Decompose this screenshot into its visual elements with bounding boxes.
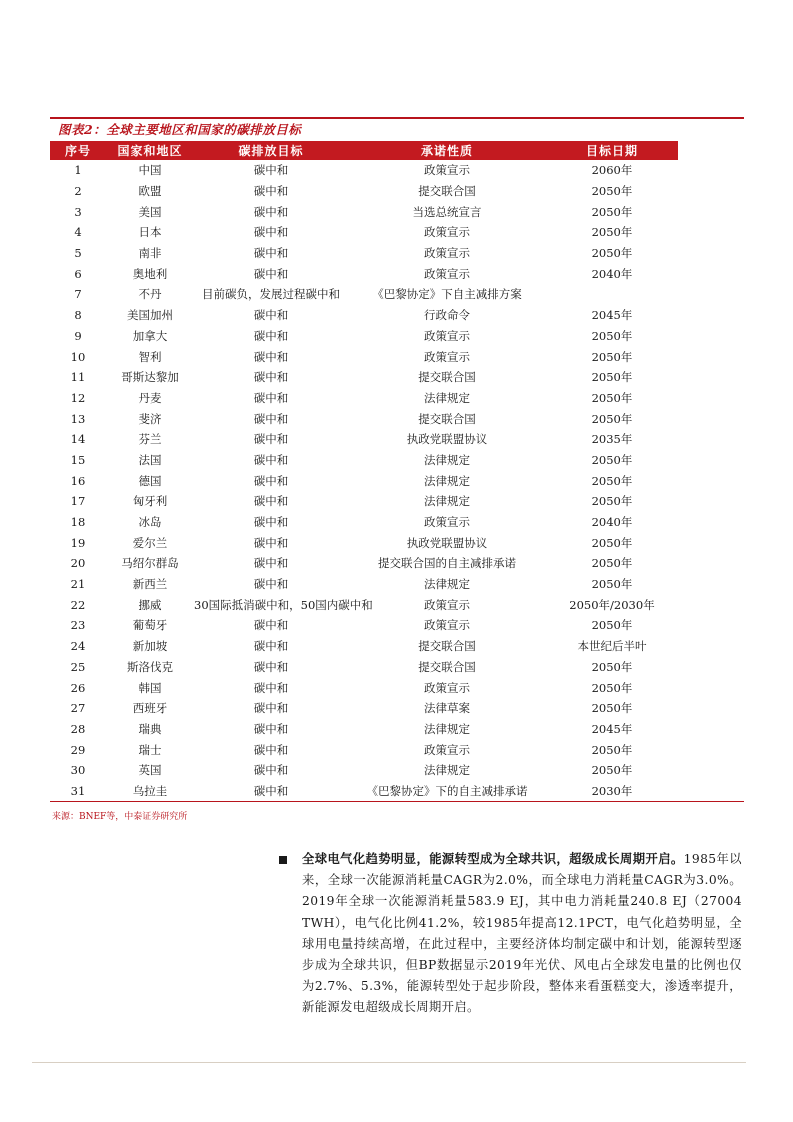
cell-date [546,284,678,305]
header-index: 序号 [50,141,106,160]
cell-date: 2040年 [591,266,633,281]
cell-date: 本世纪后半叶 [577,639,647,654]
cell-commitment: 提交联合国 [418,411,476,426]
cell-target: 碳中和 [253,184,289,199]
cell-index: 7 [74,287,82,302]
cell-blank [678,657,744,678]
cell-index: 15 [70,452,86,467]
cell-target: 碳中和 [253,411,289,426]
table-row [50,243,744,264]
cell-target: 碳中和 [253,390,289,405]
cell-index: 3 [74,204,82,219]
table-row [50,781,744,802]
cell-commitment: 法律规定 [424,494,470,509]
cell-region: 乌拉圭 [106,781,194,802]
cell-commitment: 政策宣示 [424,328,470,343]
cell-region: 马绍尔群岛 [121,556,179,571]
cell-index: 18 [70,515,86,530]
cell-target: 碳中和 [253,535,289,550]
cell-date: 2050年 [591,349,633,364]
cell-blank [678,181,744,202]
cell-index: 19 [70,535,86,550]
cell-blank [678,491,744,512]
cell-date: 2050年 [591,246,633,261]
header-date: 目标日期 [546,141,678,160]
table-row [50,201,744,222]
cell-index: 29 [70,742,86,757]
cell-date: 2050年 [591,577,633,592]
cell-target: 碳中和 [253,639,289,654]
cell-commitment: 当选总统宣言 [412,204,482,219]
table-row [50,181,744,202]
cell-date: 2030年 [546,781,678,802]
table-row [50,698,744,719]
cell-blank [678,512,744,533]
cell-commitment: 政策宣示 [424,225,470,240]
cell-blank [678,284,744,305]
table-row [50,450,744,471]
paragraph-body: 1985年以来，全球一次能源消耗量CAGR为2.0%，而全球电力消耗量CAGR为3.0%。2019年全球一次能源消耗量583.9 EJ，其中电力消耗量240.8 EJ（27004 TWH），电气化比例41.2%，较1985年提高12.1PCT，电气化趋势明显，全球用电量持续高增，在此过程中，主要经济体均制定碳中和计划，能源转型逐步成为全球共识，但BP数据显示2019年光伏、风电占全球发电量的比例也仅为2.7%、5.3%，能源转型处于起步阶段，整体来看蛋糕变大，渗透率提升，新能源发电超级成长周期开启。 [302,852,742,1015]
cell-target: 碳中和 [253,701,289,716]
cell-index: 28 [70,721,86,736]
table-row [50,739,744,760]
table-row [50,346,744,367]
cell-commitment: 行政命令 [424,308,470,323]
table-row [50,594,744,615]
cell-date: 2050年 [591,452,633,467]
cell-date: 2050年 [591,742,633,757]
cell-region: 斯洛伐克 [127,659,173,674]
cell-target: 碳中和 [253,266,289,281]
cell-index: 22 [70,597,86,612]
cell-index: 8 [74,308,82,323]
cell-blank [678,408,744,429]
cell-index: 2 [74,184,82,199]
cell-commitment: 政策宣示 [424,680,470,695]
cell-blank [678,532,744,553]
cell-commitment: 法律草案 [424,701,470,716]
cell-blank [678,201,744,222]
header-blank [678,141,744,160]
cell-commitment: 政策宣示 [424,618,470,633]
cell-index: 6 [74,266,82,281]
cell-date: 2045年 [591,721,633,736]
cell-region: 斐济 [138,411,162,426]
cell-commitment: 政策宣示 [424,266,470,281]
cell-date: 2040年 [591,515,633,530]
cell-target: 碳中和 [194,781,348,802]
cell-date: 2060年 [591,163,633,178]
cell-index: 30 [70,763,86,778]
cell-blank [678,594,744,615]
cell-index: 10 [70,349,86,364]
cell-blank [678,367,744,388]
table-row [50,470,744,491]
cell-date: 2050年 [591,680,633,695]
cell-target: 碳中和 [253,721,289,736]
cell-region: 新西兰 [132,577,168,592]
cell-blank [678,698,744,719]
cell-blank [678,346,744,367]
cell-region: 韩国 [138,680,162,695]
footer-rule [32,1062,746,1063]
cell-target: 碳中和 [253,246,289,261]
cell-commitment: 提交联合国 [418,639,476,654]
table-row [50,408,744,429]
cell-commitment: 政策宣示 [424,742,470,757]
cell-region: 加拿大 [132,328,168,343]
cell-target: 碳中和 [253,349,289,364]
cell-commitment: 政策宣示 [424,515,470,530]
table-row [50,553,744,574]
cell-target: 碳中和 [253,432,289,447]
cell-index: 16 [70,473,86,488]
cell-blank [678,388,744,409]
cell-date: 2050年 [591,411,633,426]
cell-blank [678,719,744,740]
cell-date: 2050年 [591,184,633,199]
cell-index: 11 [70,370,86,385]
cell-target: 碳中和 [253,494,289,509]
cell-target: 碳中和 [253,742,289,757]
cell-date: 2050年 [591,225,633,240]
cell-commitment: 执政党联盟协议 [406,432,488,447]
cell-index: 5 [74,246,82,261]
cell-commitment: 法律规定 [424,577,470,592]
cell-index: 25 [70,659,86,674]
cell-region: 南非 [138,246,162,261]
table-row [50,491,744,512]
cell-region: 爱尔兰 [132,535,168,550]
table-row [50,388,744,409]
cell-index: 14 [70,432,86,447]
table-row [50,263,744,284]
cell-date: 2050年 [591,328,633,343]
cell-index: 23 [70,618,86,633]
cell-region: 匈牙利 [132,494,168,509]
table-row [50,284,744,305]
cell-commitment: 法律规定 [424,452,470,467]
cell-date: 2050年 [591,473,633,488]
cell-region: 葡萄牙 [132,618,168,633]
cell-blank [678,781,744,802]
cell-region: 中国 [138,163,162,178]
cell-target: 碳中和 [253,556,289,571]
header-target: 碳排放目标 [194,141,348,160]
cell-commitment: 提交联合国 [418,659,476,674]
cell-blank [678,615,744,636]
figure-source: 来源：BNEF等，中泰证券研究所 [52,812,188,822]
table-row [50,719,744,740]
cell-date: 2050年 [591,535,633,550]
cell-target: 碳中和 [253,225,289,240]
cell-region: 欧盟 [138,184,162,199]
cell-blank [678,263,744,284]
cell-index: 17 [70,494,86,509]
cell-region: 芬兰 [138,432,162,447]
cell-region: 英国 [138,763,162,778]
cell-index: 12 [70,390,86,405]
cell-commitment: 提交联合国的自主减排承诺 [378,556,516,571]
cell-blank [678,305,744,326]
cell-date: 2050年 [591,618,633,633]
cell-blank [678,470,744,491]
header-commitment: 承诺性质 [348,141,546,160]
cell-index: 31 [50,781,106,802]
cell-commitment: 《巴黎协定》下的自主减排承诺 [348,781,546,802]
table-row [50,512,744,533]
cell-index: 9 [74,328,82,343]
table-row [50,636,744,657]
cell-region: 奥地利 [132,266,168,281]
cell-commitment: 政策宣示 [424,597,470,612]
cell-target: 碳中和 [253,618,289,633]
cell-date: 2035年 [591,432,633,447]
cell-index: 13 [70,411,86,426]
cell-blank [678,739,744,760]
cell-index: 1 [74,163,82,178]
cell-target: 碳中和 [253,452,289,467]
cell-commitment: 政策宣示 [424,349,470,364]
cell-commitment: 《巴黎协定》下自主减排方案 [372,287,522,302]
cell-blank [678,450,744,471]
bullet-square-icon [279,856,287,864]
cell-commitment: 法律规定 [424,763,470,778]
cell-date: 2050年 [591,763,633,778]
cell-region: 智利 [138,349,162,364]
title-top-rule [50,117,744,119]
cell-region: 不丹 [138,287,162,302]
cell-target: 碳中和 [253,204,289,219]
cell-target: 碳中和 [253,659,289,674]
carbon-targets-table [50,141,744,802]
paragraph-lead: 全球电气化趋势明显，能源转型成为全球共识，超级成长周期开启。 [302,851,684,866]
cell-commitment: 提交联合国 [418,370,476,385]
table-row [50,615,744,636]
cell-date: 2050年/2030年 [569,597,655,612]
cell-blank [678,429,744,450]
table-row [50,760,744,781]
table-row [50,222,744,243]
cell-region: 新加坡 [132,639,168,654]
cell-region: 挪威 [138,597,162,612]
cell-region: 日本 [138,225,162,240]
cell-commitment: 法律规定 [424,390,470,405]
cell-region: 瑞士 [138,742,162,757]
table-row [50,532,744,553]
cell-commitment: 法律规定 [424,473,470,488]
cell-blank [678,160,744,181]
table-header-row [50,141,744,160]
cell-blank [678,636,744,657]
figure-title: 图表2：全球主要地区和国家的碳排放目标 [58,122,302,137]
cell-commitment: 提交联合国 [418,184,476,199]
table-row [50,657,744,678]
cell-target: 碳中和 [253,370,289,385]
table-row [50,574,744,595]
cell-region: 西班牙 [132,701,168,716]
cell-blank [678,222,744,243]
cell-index: 24 [70,639,86,654]
cell-commitment: 政策宣示 [424,246,470,261]
cell-index: 4 [74,225,82,240]
cell-commitment: 执政党联盟协议 [406,535,488,550]
cell-target: 碳中和 [253,328,289,343]
table-row [50,677,744,698]
table-row [50,367,744,388]
analysis-paragraph [302,848,742,1019]
cell-blank [678,553,744,574]
cell-region: 哥斯达黎加 [121,370,179,385]
header-region: 国家和地区 [106,141,194,160]
table-row [50,429,744,450]
cell-blank [678,243,744,264]
cell-target: 碳中和 [253,763,289,778]
cell-target: 碳中和 [253,473,289,488]
cell-date: 2050年 [591,556,633,571]
cell-date: 2050年 [591,701,633,716]
cell-date: 2050年 [591,204,633,219]
cell-region: 瑞典 [138,721,162,736]
cell-target: 碳中和 [253,680,289,695]
cell-region: 冰岛 [138,515,162,530]
table-row [50,160,744,181]
cell-index: 20 [70,556,86,571]
cell-date: 2050年 [591,390,633,405]
cell-region: 美国加州 [127,308,173,323]
cell-commitment: 政策宣示 [424,163,470,178]
cell-target: 碳中和 [253,308,289,323]
cell-date: 2050年 [591,659,633,674]
table-row [50,305,744,326]
cell-target: 碳中和 [253,577,289,592]
cell-region: 法国 [138,452,162,467]
cell-target: 碳中和 [253,515,289,530]
cell-date: 2050年 [591,494,633,509]
cell-blank [678,760,744,781]
cell-index: 26 [70,680,86,695]
cell-index: 27 [70,701,86,716]
cell-date: 2045年 [591,308,633,323]
cell-region: 丹麦 [138,390,162,405]
cell-commitment: 法律规定 [424,721,470,736]
cell-region: 美国 [138,204,162,219]
cell-date: 2050年 [591,370,633,385]
table-row [50,326,744,347]
cell-target: 目前碳负，发展过程碳中和 [202,287,340,302]
cell-blank [678,574,744,595]
cell-region: 德国 [138,473,162,488]
cell-index: 21 [70,577,86,592]
cell-target: 碳中和 [253,163,289,178]
cell-blank [678,677,744,698]
cell-blank [678,326,744,347]
cell-target: 30国际抵消碳中和，50国内碳中和 [194,597,373,612]
